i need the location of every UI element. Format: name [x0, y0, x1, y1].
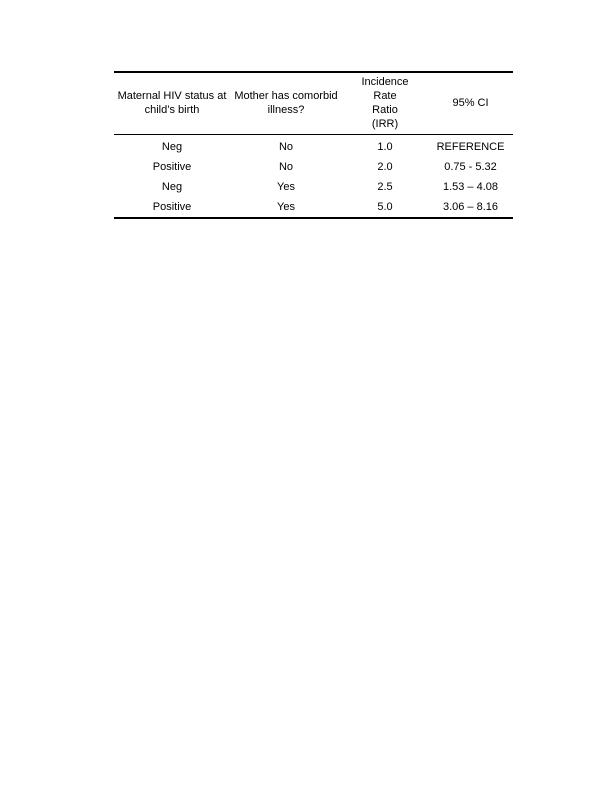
cell-ci: 0.75 - 5.32 — [444, 161, 497, 173]
header-comorbid-illness: Mother has comorbid illness? — [234, 90, 338, 116]
cell-irr: 2.0 — [377, 161, 393, 173]
cell-hiv-status: Positive — [152, 161, 192, 173]
irr-table — [114, 71, 513, 219]
cell-comorbid: Yes — [277, 181, 295, 193]
cell-comorbid: Yes — [277, 201, 295, 213]
table-header — [114, 72, 513, 135]
header-maternal-hiv-status: Maternal HIV status at child’s birth — [117, 90, 227, 116]
table-row — [114, 157, 513, 177]
cell-irr: 5.0 — [377, 201, 393, 213]
cell-ci: 3.06 – 8.16 — [442, 201, 499, 213]
table-row — [114, 135, 513, 158]
cell-comorbid: No — [278, 161, 294, 173]
cell-hiv-status: Positive — [152, 201, 192, 213]
cell-irr: 2.5 — [377, 181, 393, 193]
header-95-ci: 95% CI — [452, 97, 489, 109]
cell-hiv-status: Neg — [161, 141, 183, 153]
table-row — [114, 197, 513, 218]
cell-hiv-status: Neg — [161, 181, 183, 193]
cell-ci: 1.53 – 4.08 — [442, 181, 499, 193]
header-row — [114, 72, 513, 135]
header-irr: Incidence Rate Ratio (IRR) — [361, 76, 409, 130]
cell-ci: REFERENCE — [436, 141, 505, 153]
table-row — [114, 177, 513, 197]
cell-comorbid: No — [278, 141, 294, 153]
cell-irr: 1.0 — [377, 141, 393, 153]
table-body — [114, 135, 513, 219]
